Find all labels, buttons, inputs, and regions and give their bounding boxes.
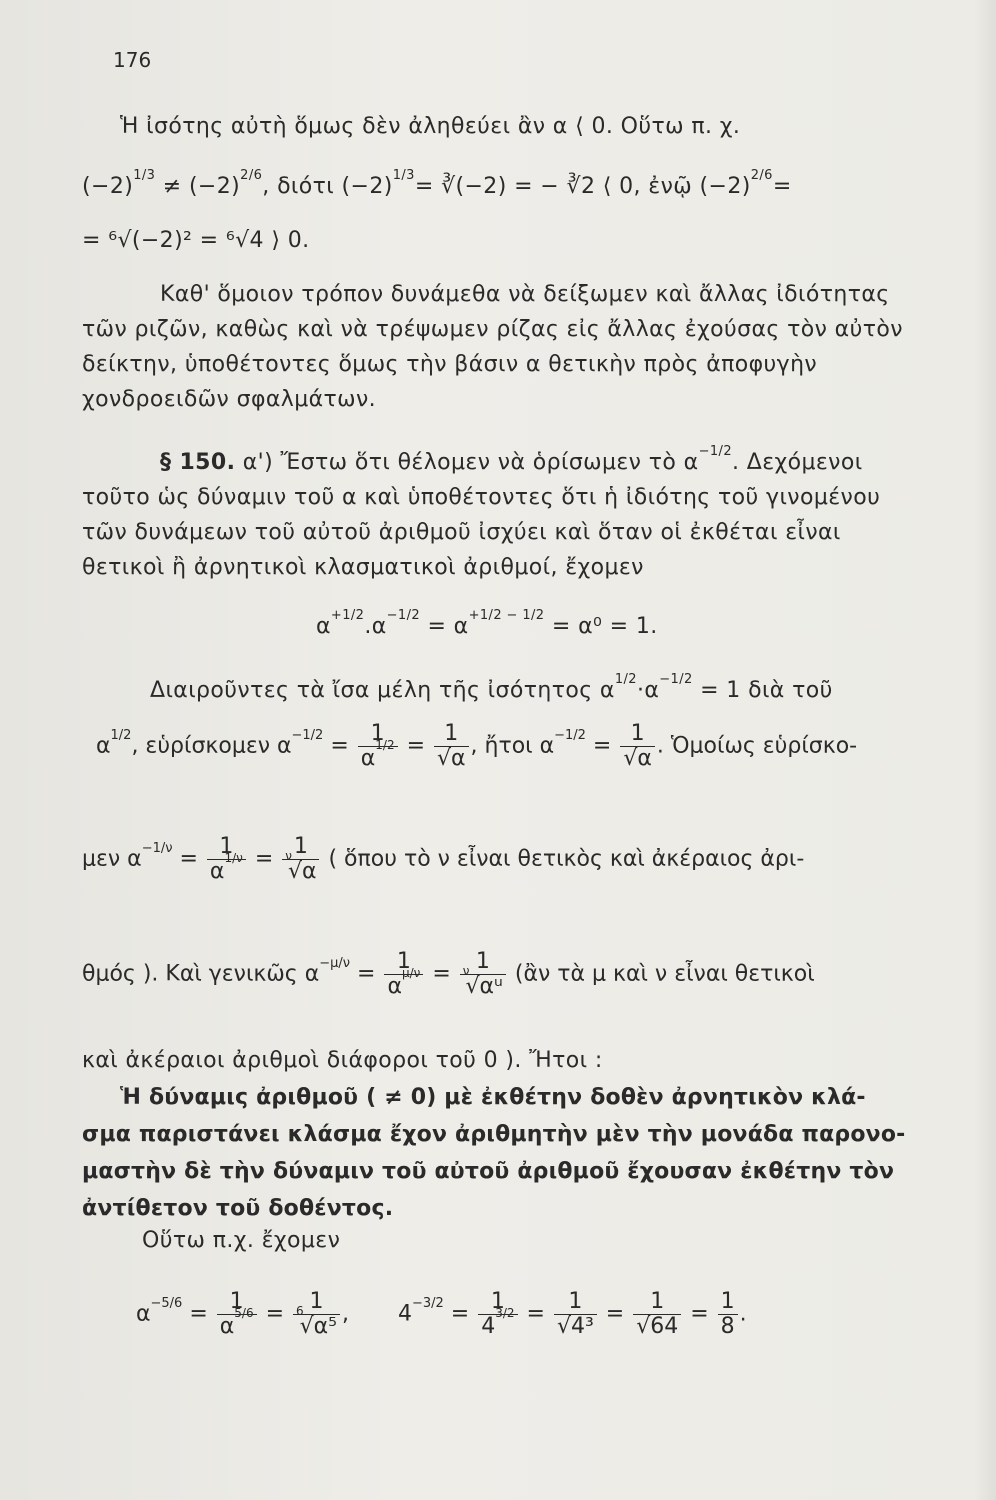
exponent: 1/3 — [133, 168, 156, 183]
den-exponent: 3/2 — [495, 1306, 515, 1321]
men-formula-line: μεν $\alpha^{-1/\nu}$ = $\frac{1}{\alpha^{1/\nu}}$ = $\frac{1}{^\nu√\alpha}$ ( ὅπου τὸ ν εἶναι θετικὸς καὶ ἀκέραιος ἀρι- — [82, 834, 805, 885]
eq-part: 4 — [397, 1301, 412, 1327]
eq-part: α — [96, 733, 111, 759]
page-number: 176 — [113, 48, 152, 72]
root: √α⁵ — [299, 1314, 337, 1340]
root: √αᵘ — [465, 974, 503, 1000]
denominator: 8 — [720, 1314, 735, 1340]
exponent: −1/2 — [698, 444, 732, 459]
division-line — [150, 672, 833, 709]
eq-part: , εὑρίσκομεν α — [131, 733, 292, 759]
numerator: 1 — [718, 1290, 738, 1315]
rule-line-4: ἀντίθετον τοῦ δοθέντος. — [82, 1196, 394, 1221]
exponent: −1/2 — [386, 608, 421, 623]
fraction — [633, 1290, 681, 1339]
exponent: 1/3 — [392, 168, 415, 183]
den-base: α — [360, 746, 376, 772]
denominator — [358, 738, 398, 772]
numerator: 1 — [460, 950, 506, 975]
para2-line-1: Καθ' ὅμοιον τρόπον δυνάμεθα νὰ δείξωμεν καὶ ἄλλας ἰδιότητας — [160, 282, 890, 307]
fraction — [358, 722, 398, 771]
eq-part: α — [136, 1301, 151, 1327]
eq-part: = 1 διὰ τοῦ — [692, 678, 833, 703]
denominator — [478, 1306, 517, 1340]
equation-line-3: = ⁶√(−2)² = ⁶√4 ⟩ 0. — [82, 228, 310, 253]
eq-part: ·α — [636, 678, 660, 703]
den-base: 4 — [481, 1314, 496, 1340]
numerator: 1 — [207, 835, 246, 860]
denominator: √4³ — [556, 1314, 594, 1340]
numerator: 1 — [478, 1290, 517, 1315]
eq-part: ( ὅπου τὸ ν εἶναι θετικὸς καὶ ἀκέραιος ἀρι- — [328, 846, 805, 872]
denominator — [460, 964, 506, 1000]
numerator: 1 — [217, 1290, 257, 1315]
rule-line-1: Ἡ δύναμις ἀριθμοῦ ( ≠ 0) μὲ ἐκθέτην δοθὲν ἀρνητικὸν κλά- — [120, 1085, 866, 1110]
den-exponent: 1/ν — [224, 851, 243, 866]
denominator — [282, 849, 319, 885]
equation-1 — [316, 608, 658, 645]
exponent: −1/2 — [554, 727, 586, 743]
section-text: . Δεχόμενοι — [732, 450, 863, 475]
eq-part: , — [342, 1301, 349, 1327]
exponent: 1/2 — [614, 672, 637, 687]
eq-part: μεν α — [82, 846, 142, 872]
exponent: −3/2 — [411, 1295, 444, 1311]
eq-part: Διαιροῦντες τὰ ἴσα μέλη τῆς ἰσότητος α — [150, 678, 615, 703]
para2-line-2: τῶν ριζῶν, καθὼς καὶ νὰ τρέψωμεν ρίζας εἰς ἄλλας ἐχούσας τὸν αὐτὸν — [82, 317, 903, 342]
eq-part: , ἤτοι α — [470, 733, 555, 759]
section-line-3: τῶν δυνάμεων τοῦ αὐτοῦ ἀριθμοῦ ἰσχύει καὶ ὅταν οἱ ἐκθέται εἶναι — [82, 520, 841, 545]
fraction — [282, 835, 319, 884]
exponent: −1/2 — [291, 727, 324, 743]
rule-line-3: μαστὴν δὲ τὴν δύναμιν τοῦ αὐτοῦ ἀριθμοῦ ἔχουσαν ἐκθέτην τὸν — [82, 1159, 895, 1184]
eq-part: ≠ (−2) — [155, 174, 241, 199]
numerator: 1 — [293, 1290, 340, 1315]
eq-part: = α — [420, 614, 469, 639]
section-text: α') Ἔστω ὅτι θέλομεν νὰ ὁρίσωμεν τὸ α — [235, 450, 699, 475]
denominator — [217, 1306, 257, 1340]
root-index: 6 — [296, 1304, 304, 1319]
root-index: ν — [285, 849, 292, 864]
eq-part: . Ὁμοίως εὑρίσκο- — [656, 733, 858, 759]
fraction — [718, 1290, 738, 1339]
exponent: −5/6 — [150, 1295, 183, 1311]
fraction — [293, 1290, 340, 1339]
exponent: 2/6 — [240, 168, 263, 183]
exponent: 2/6 — [750, 168, 773, 183]
exponent: +1/2 − 1/2 — [468, 608, 545, 623]
exponent: 1/2 — [110, 727, 132, 743]
numerator: 1 — [633, 1290, 681, 1315]
eq-part: .α — [364, 614, 387, 639]
akeraioi-line: καὶ ἀκέραιοι ἀριθμοὶ διάφοροι τοῦ 0 ). Ἤτοι : — [82, 1048, 603, 1073]
exponent: −μ/ν — [319, 955, 351, 971]
den-exponent: 1/2 — [375, 738, 395, 753]
numerator: 1 — [282, 835, 319, 860]
para2-line-3: δείκτην, ὑποθέτοντες ὅμως τὴν βάσιν α θετικὴν πρὸς ἀποφυγὴν — [82, 352, 818, 377]
denominator: √64 — [636, 1314, 679, 1340]
eq-part: α — [316, 614, 331, 639]
rule-line-2: σμα παριστάνει κλάσμα ἔχον ἀριθμητὴν μὲν τὴν μονάδα παρονο- — [82, 1122, 906, 1147]
denominator — [293, 1304, 340, 1340]
den-base: α — [209, 859, 225, 885]
para2-line-4: χονδροειδῶν σφαλμάτων. — [82, 387, 377, 412]
thmos-formula-line: θμός ). Καὶ γενικῶς $\alpha^{-\mu/\nu}$ = $\frac{1}{\alpha^{\mu/\nu}}$ = $\frac{1}{^\nu√\alpha ᵘ}$ (ἂν τὰ μ καὶ ν εἶναι θετικοὶ — [82, 949, 815, 1000]
eq-part: (−2) — [82, 174, 134, 199]
eq-part: . — [739, 1301, 747, 1327]
outo-line: Οὕτω π.χ. ἔχομεν — [142, 1228, 341, 1253]
root-index: ν — [462, 964, 470, 979]
fraction — [384, 950, 423, 999]
den-exponent: 5/6 — [234, 1306, 254, 1321]
equation-line-2 — [82, 168, 792, 205]
numerator: 1 — [434, 722, 469, 747]
numerator: 1 — [384, 950, 423, 975]
fraction — [620, 722, 655, 771]
section-150-first-line — [160, 444, 863, 481]
fraction — [478, 1290, 517, 1339]
alpha-formula-line: $\alpha^{1/2}$, εὑρίσκομεν $\alpha^{-1/2}$ = $\frac{1}{\alpha^{1/2}}$ = $\frac{1}{√\alpha}$ , ἤτοι $\alpha^{-1/2}$ = $\frac{1}{√\alpha}$ . Ὁμοίως εὑρίσκο- — [96, 721, 858, 772]
eq-part: = — [772, 174, 792, 199]
section-line-4: θετικοὶ ἢ ἀρνητικοὶ κλασματικοὶ ἀριθμοί, ἔχομεν — [82, 555, 644, 580]
section-number: § 150. — [160, 450, 236, 475]
eq-part: θμός ). Καὶ γενικῶς α — [82, 961, 320, 987]
numerator: 1 — [554, 1290, 597, 1315]
exponent: −1/2 — [659, 672, 693, 687]
fraction — [460, 950, 506, 999]
exponent: +1/2 — [330, 608, 365, 623]
numerator: 1 — [620, 722, 655, 747]
eq-part: = α⁰ = 1. — [544, 614, 658, 639]
fraction — [434, 722, 469, 771]
fraction — [217, 1290, 257, 1339]
page-gutter-shadow — [974, 0, 996, 1500]
denominator: √α — [623, 746, 652, 772]
exponent: −1/ν — [141, 840, 173, 856]
den-base: α — [219, 1314, 235, 1340]
section-line-2: τοῦτο ὡς δύναμιν τοῦ α καὶ ὑποθέτοντες ὅτι ἡ ἰδιότης τοῦ γινομένου — [82, 485, 881, 510]
eq-part: , διότι (−2) — [262, 174, 393, 199]
eq-part: = ∛(−2) = − ∛2 ⟨ 0, ἐνῷ (−2) — [414, 174, 751, 199]
denominator: √α — [437, 746, 466, 772]
final-examples-line: $\alpha^{-5/6}$ = $\frac{1}{\alpha^{5/6}}$ = $\frac{1}{^6√\alpha^5}$ , $4^{-3/2}$ = $\frac{1}{4^{3/2}}$ = $\frac{1}{\text{√4³}}$ = $\frac{1}{√64}$ = $\frac{1}{8}$ . — [136, 1289, 747, 1340]
eq-part: (ἂν τὰ μ καὶ ν εἶναι θετικοὶ — [514, 961, 815, 987]
den-base: α — [387, 974, 402, 1000]
numerator: 1 — [358, 722, 398, 747]
root: √α — [287, 859, 317, 885]
fraction — [207, 835, 246, 884]
fraction — [554, 1290, 597, 1339]
den-exponent: μ/ν — [401, 966, 421, 981]
text-line-1: Ἡ ἰσότης αὐτὴ ὅμως δὲν ἀληθεύει ἂν α ⟨ 0. Οὕτω π. χ. — [120, 114, 741, 139]
